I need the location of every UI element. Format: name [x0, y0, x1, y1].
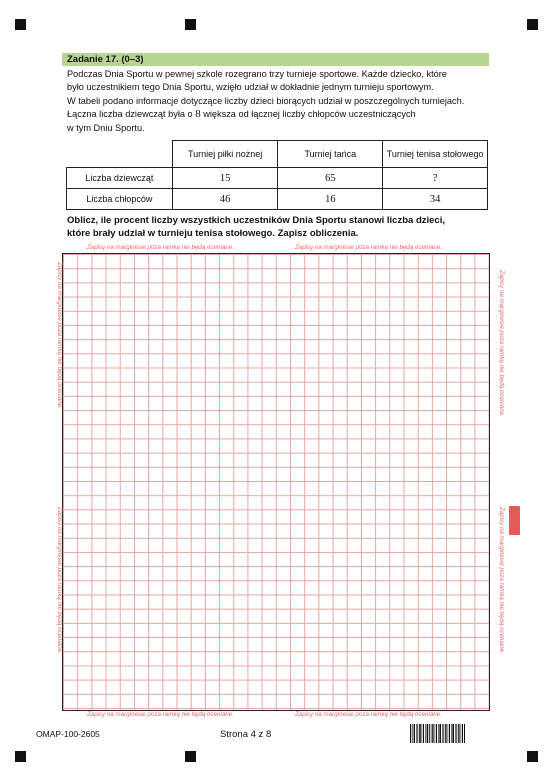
margin-note: Zapisy na marginesie poza ramką nie będą oceniane. [498, 270, 505, 417]
task-instruction [67, 214, 489, 240]
table-header-row [67, 141, 488, 168]
intro-line: w tym Dniu Sportu. [67, 122, 145, 133]
margin-note: Zapisy na marginesie poza ramką nie będą oceniane. [56, 507, 63, 654]
page-side-tab [509, 506, 520, 535]
corner-mark-top-right [527, 19, 538, 30]
intro-line [67, 108, 489, 121]
corner-mark-bottom-right [527, 751, 538, 762]
margin-note: Zapisy na marginesie poza ramką nie będą oceniane. [87, 244, 234, 251]
margin-note: Zapisy na marginesie poza ramką nie będą oceniane. [295, 244, 442, 251]
corner-mark-top-center [185, 19, 196, 30]
margin-note: Zapisy na marginesie poza ramką nie będą oceniane. [56, 262, 63, 409]
corner-mark-bottom-center [185, 751, 196, 762]
instruction-line: które brały udział w turnieju tenisa stołowego. Zapisz obliczenia. [67, 228, 359, 239]
exam-code: OMAP-100-2605 [36, 729, 100, 739]
participants-table [66, 140, 488, 210]
table-header-cell: Turniej tenisa stołowego [383, 141, 488, 168]
instruction-line: Oblicz, ile procent liczby wszystkich uczestników Dnia Sportu stanowi liczba dzieci, [67, 215, 445, 226]
table-cell: 16 [278, 189, 383, 210]
table-cell: 15 [172, 168, 278, 189]
table-corner-cell [67, 141, 173, 168]
barcode [410, 724, 465, 743]
margin-note: Zapisy na marginesie poza ramką nie będą oceniane. [498, 507, 505, 654]
table-cell: 46 [172, 189, 278, 210]
table-header-cell: Turniej tańca [278, 141, 383, 168]
table-row-label: Liczba dziewcząt [67, 168, 173, 189]
corner-mark-top-left [15, 19, 26, 30]
intro-line-text: większa od łącznej liczby chłopców uczestniczących [200, 109, 416, 120]
intro-line: W tabeli podano informacje dotyczące liczby dzieci biorących udział w poszczególnych turniejach. [67, 95, 465, 106]
margin-note: Zapisy na marginesie poza ramką nie będą oceniane. [295, 711, 442, 718]
table-row-label: Liczba chłopców [67, 189, 173, 210]
table-cell: 65 [278, 168, 383, 189]
task-title: Zadanie 17. (0–3) [67, 54, 144, 65]
intro-line: Podczas Dnia Sportu w pewnej szkole rozegrano trzy turnieje sportowe. Każde dziecko, które [67, 69, 447, 79]
corner-mark-bottom-left [15, 751, 26, 762]
answer-grid[interactable] [62, 253, 490, 711]
intro-line: było uczestnikiem tego Dnia Sportu, wzięło udział w dokładnie jednym turnieju sportowym. [67, 82, 434, 93]
table-row [67, 189, 488, 210]
table-cell: ? [383, 168, 488, 189]
table-row [67, 168, 488, 189]
difference-number: 8 [195, 108, 201, 121]
margin-note: Zapisy na marginesie poza ramką nie będą oceniane. [87, 711, 234, 718]
table-cell: 34 [383, 189, 488, 210]
table-header-cell: Turniej piłki nożnej [172, 141, 278, 168]
task-intro [67, 68, 489, 135]
intro-line-text: Łączna liczba dziewcząt była o [67, 109, 196, 120]
page-number: Strona 4 z 8 [220, 729, 272, 740]
